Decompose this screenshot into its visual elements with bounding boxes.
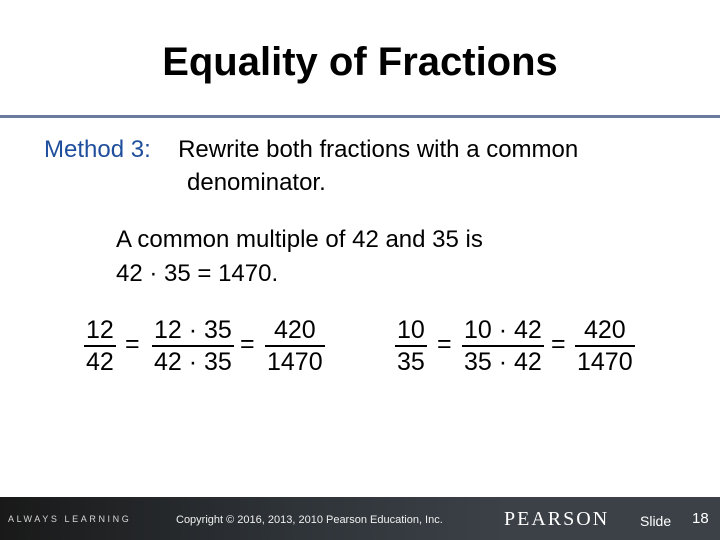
slide-title: Equality of Fractions bbox=[162, 40, 558, 84]
fraction-bar bbox=[575, 345, 635, 347]
fraction-bar bbox=[265, 345, 325, 347]
denominator: 42 · 35 bbox=[154, 348, 232, 376]
denominator: 35 bbox=[397, 348, 425, 376]
method-text-line-1: Rewrite both fractions with a common bbox=[178, 136, 579, 163]
numerator: 420 bbox=[583, 316, 626, 344]
slide-footer bbox=[0, 497, 720, 540]
fraction-bar bbox=[395, 345, 427, 347]
slide-number: 18 bbox=[692, 510, 709, 527]
fraction-420-over-1470-left bbox=[265, 318, 325, 375]
equals-sign: = bbox=[551, 330, 566, 358]
denominator: 42 bbox=[86, 348, 114, 376]
fraction-12-over-42 bbox=[84, 318, 116, 375]
numerator: 12 · 35 bbox=[154, 316, 232, 344]
denominator: 1470 bbox=[267, 348, 323, 376]
fraction-bar bbox=[84, 345, 116, 347]
fraction-bar bbox=[462, 345, 544, 347]
always-learning-tagline: ALWAYS LEARNING bbox=[8, 514, 132, 524]
equals-sign: = bbox=[125, 330, 140, 358]
common-multiple-line-1: A common multiple of 42 and 35 is bbox=[116, 226, 483, 253]
numerator: 420 bbox=[273, 316, 316, 344]
method-text-line-2: denominator. bbox=[187, 169, 326, 196]
fraction-product-right bbox=[462, 318, 544, 375]
equals-sign: = bbox=[437, 330, 452, 358]
pearson-logo: PEARSON bbox=[504, 508, 610, 530]
method-line-1 bbox=[44, 138, 578, 162]
fraction-product-left bbox=[152, 318, 234, 375]
numerator: 10 · 42 bbox=[464, 316, 542, 344]
fraction-bar bbox=[152, 345, 234, 347]
common-multiple-line-2: 42 · 35 = 1470. bbox=[116, 260, 279, 287]
numerator: 12 bbox=[86, 316, 114, 344]
slide-label: Slide bbox=[640, 513, 672, 529]
fraction-10-over-35 bbox=[395, 318, 427, 375]
fraction-420-over-1470-right bbox=[575, 318, 635, 375]
numerator: 10 bbox=[397, 316, 425, 344]
title-divider bbox=[0, 115, 720, 118]
denominator: 35 · 42 bbox=[464, 348, 542, 376]
denominator: 1470 bbox=[577, 348, 633, 376]
copyright-notice: Copyright © 2016, 2013, 2010 Pearson Education, Inc. bbox=[176, 514, 443, 526]
method-label: Method 3: bbox=[44, 136, 151, 163]
equals-sign: = bbox=[240, 330, 255, 358]
